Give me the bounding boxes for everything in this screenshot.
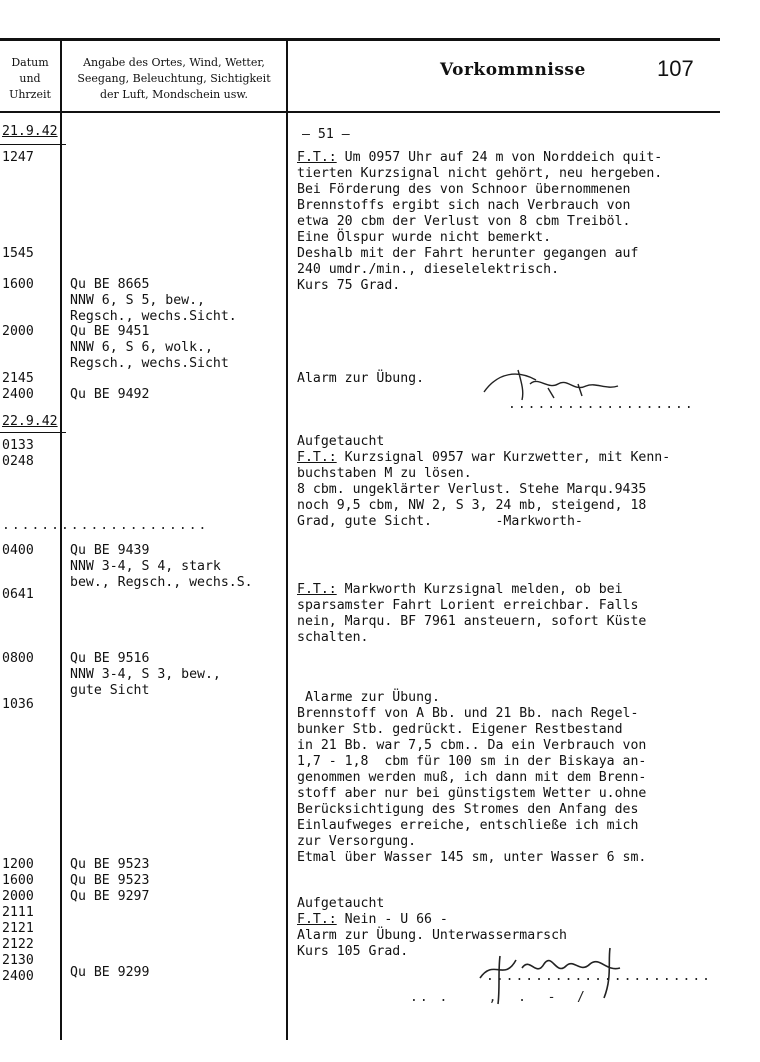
position-line: NNW 3-4, S 3, bew., <box>70 667 221 682</box>
time-entry: 2145 <box>2 371 34 386</box>
time-entry: 2400 <box>2 387 34 402</box>
position-line: NNW 6, S 6, wolk., <box>70 340 213 355</box>
event-line: F.T.: Kurzsignal 0957 war Kurzwetter, mit Kenn- <box>297 450 671 465</box>
event-line: F.T.: Um 0957 Uhr auf 24 m von Norddeich quit- <box>297 150 663 165</box>
time-entry: 1036 <box>2 697 34 712</box>
date-entry: 21.9.42 <box>2 124 58 139</box>
event-line: in 21 Bb. war 7,5 cbm.. Da ein Verbrauch von <box>297 738 647 753</box>
event-line: etwa 20 cbm der Verlust von 8 cbm Treiböl. <box>297 214 631 229</box>
event-line: Grad, gute Sicht. -Markworth- <box>297 514 583 529</box>
header-events-title: Vorkommnisse <box>440 60 586 80</box>
event-line: tierten Kurzsignal nicht gehört, neu hergeben. <box>297 166 663 181</box>
position-line: NNW 3-4, S 4, stark <box>70 559 221 574</box>
time-entry: 2000 <box>2 889 34 904</box>
event-line: Kurs 75 Grad. <box>297 278 401 293</box>
event-line: Brennstoff von A Bb. und 21 Bb. nach Regel- <box>297 706 639 721</box>
position-line: Regsch., wechs.Sicht <box>70 356 229 371</box>
event-line: bunker Stb. gedrückt. Eigener Restbestand <box>297 722 623 737</box>
position-line: NNW 6, S 5, bew., <box>70 293 205 308</box>
position-line: gute Sicht <box>70 683 150 698</box>
event-line: 8 cbm. ungeklärter Verlust. Stehe Marqu.9435 <box>297 482 647 497</box>
column-divider-2 <box>286 40 288 1040</box>
position-line: Qu BE 9299 <box>70 965 150 980</box>
time-entry: 2000 <box>2 324 34 339</box>
event-line: zur Versorgung. <box>297 834 417 849</box>
event-line: Aufgetaucht <box>297 896 385 911</box>
header-bottom-rule <box>0 111 720 113</box>
event-line: 240 umdr./min., dieselelektrisch. <box>297 262 560 277</box>
time-entry: 1545 <box>2 246 34 261</box>
time-entry: 0133 <box>2 438 34 453</box>
time-entry: 2111 <box>2 905 34 920</box>
event-line: 1,7 - 1,8 cbm für 100 sm in der Biskaya an- <box>297 754 647 769</box>
event-line: Einlaufweges erreiche, entschließe ich mich <box>297 818 639 833</box>
dotted-line: .. . , . - / <box>410 990 587 1005</box>
event-line: genommen werden muß, ich dann mit dem Brenn- <box>297 770 647 785</box>
position-line: bew., Regsch., wechs.S. <box>70 575 253 590</box>
time-entry: 0641 <box>2 587 34 602</box>
page-number: 107 <box>657 56 694 81</box>
sheet-number: — 51 — <box>302 127 350 142</box>
time-entry: 0800 <box>2 651 34 666</box>
event-line: Aufgetaucht <box>297 434 385 449</box>
event-line: Alarm zur Übung. <box>297 371 425 386</box>
date-entry: 22.9.42 <box>2 414 58 429</box>
event-line: noch 9,5 cbm, NW 2, S 3, 24 mb, steigend, 18 <box>297 498 647 513</box>
column-divider-1 <box>60 40 62 1040</box>
time-entry: 2400 <box>2 969 34 984</box>
position-line: Qu BE 9451 <box>70 324 150 339</box>
event-line: nein, Marqu. BF 7961 ansteuern, sofort Küste <box>297 614 647 629</box>
time-entry: 1600 <box>2 873 34 888</box>
position-line: Qu BE 9516 <box>70 651 150 666</box>
event-line: Berücksichtigung des Stromes den Anfang des <box>297 802 639 817</box>
dotted-line: ................... <box>508 397 695 412</box>
event-line: schalten. <box>297 630 369 645</box>
position-line: Qu BE 9439 <box>70 543 150 558</box>
event-line: sparsamster Fahrt Lorient erreichbar. Falls <box>297 598 639 613</box>
position-line: Qu BE 9297 <box>70 889 150 904</box>
top-rule <box>0 38 720 41</box>
event-line: Bei Förderung des von Schnoor übernommenen <box>297 182 631 197</box>
event-line: stoff aber nur bei günstigstem Wetter u.ohne <box>297 786 647 801</box>
event-line: Eine Ölspur wurde nicht bemerkt. <box>297 230 552 245</box>
time-entry: 2130 <box>2 953 34 968</box>
time-entry: 0248 <box>2 454 34 469</box>
event-line: F.T.: Nein - U 66 - <box>297 912 448 927</box>
event-line: buchstaben M zu lösen. <box>297 466 472 481</box>
date-underline-2 <box>0 432 66 433</box>
time-entry: 2121 <box>2 921 34 936</box>
position-line: Qu BE 9523 <box>70 873 150 888</box>
event-line: Etmal über Wasser 145 sm, unter Wasser 6 sm. <box>297 850 647 865</box>
time-entry: 1200 <box>2 857 34 872</box>
time-entry: 0400 <box>2 543 34 558</box>
time-entry: 1247 <box>2 150 34 165</box>
event-line: Brennstoffs ergibt sich nach Verbrauch von <box>297 198 631 213</box>
event-line: Deshalb mit der Fahrt herunter gegangen auf <box>297 246 639 261</box>
dotted-separator: ..................... <box>2 518 209 533</box>
header-date-time: Datum und Uhrzeit <box>9 56 51 101</box>
dotted-line: ....................... <box>486 969 713 984</box>
date-underline-1 <box>0 144 66 145</box>
event-line: F.T.: Markworth Kurzsignal melden, ob bei <box>297 582 623 597</box>
event-line: Alarm zur Übung. Unterwassermarsch <box>297 928 567 943</box>
position-line: Regsch., wechs.Sicht. <box>70 309 237 324</box>
event-line: Kurs 105 Grad. <box>297 944 409 959</box>
position-line: Qu BE 9492 <box>70 387 150 402</box>
position-line: Qu BE 9523 <box>70 857 150 872</box>
position-line: Qu BE 8665 <box>70 277 150 292</box>
time-entry: 1600 <box>2 277 34 292</box>
event-line: Alarme zur Übung. <box>297 690 440 705</box>
header-location-weather: Angabe des Ortes, Wind, Wetter, Seegang, Beleuchtung, Sichtigkeit der Luft, Mondschein usw. <box>77 56 271 101</box>
time-entry: 2122 <box>2 937 34 952</box>
